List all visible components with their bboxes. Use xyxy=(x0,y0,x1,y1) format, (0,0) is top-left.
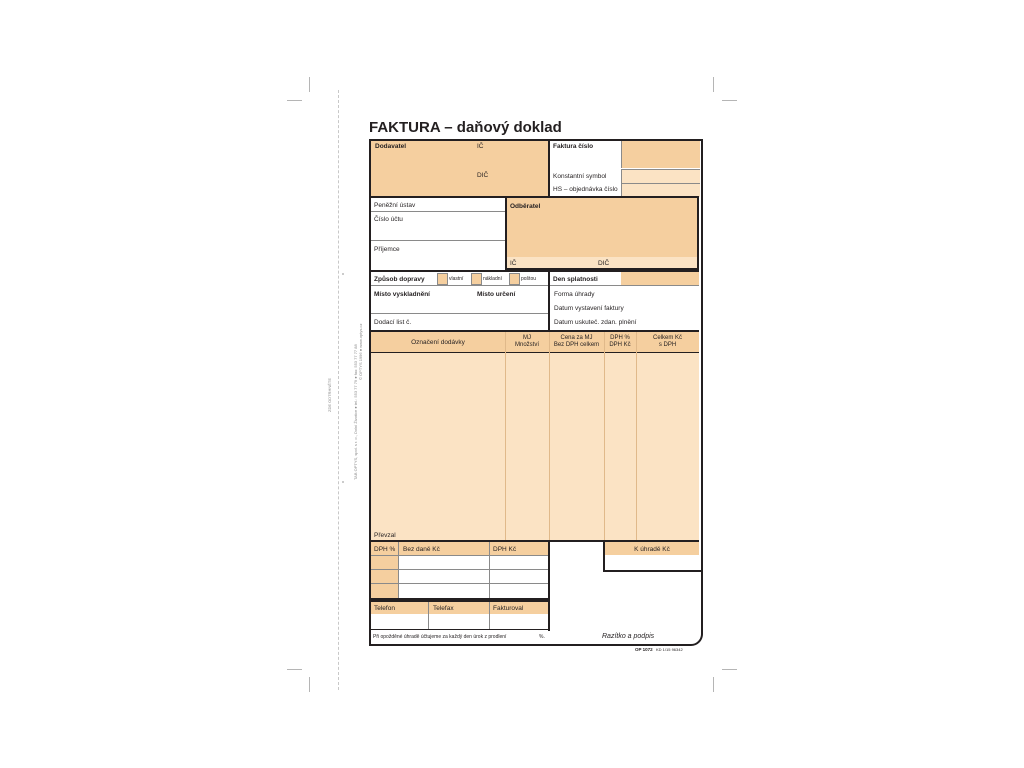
crop-mark xyxy=(722,669,737,670)
row-divider xyxy=(371,569,548,570)
loading-place-label: Místo vyskladnění xyxy=(374,291,430,298)
divider xyxy=(548,141,550,196)
vat-rate-column[interactable] xyxy=(371,555,398,598)
divider xyxy=(371,240,505,241)
col-header-item: Označení dodávky xyxy=(411,339,465,346)
divider xyxy=(371,285,548,286)
transport-own-checkbox[interactable] xyxy=(437,273,448,285)
fax-label: Telefax xyxy=(433,605,454,612)
perforation-dot xyxy=(342,481,344,483)
column-divider xyxy=(636,332,637,540)
to-pay-label: K úhradě Kč xyxy=(634,546,670,553)
account-label: Číslo účtu xyxy=(374,216,403,223)
transport-post-checkbox[interactable] xyxy=(509,273,520,285)
divider xyxy=(550,285,699,286)
form-code-small: KD 1/15 96342 xyxy=(656,647,683,652)
crop-mark xyxy=(309,677,310,692)
crop-mark xyxy=(713,77,714,92)
taxable-date-label: Datum uskuteč. zdan. plnění xyxy=(554,319,637,326)
column-divider xyxy=(489,542,490,598)
col-header-vat: DPH % DPH Kč xyxy=(609,335,631,348)
customer-dic-label: DIČ xyxy=(598,260,610,267)
crop-mark xyxy=(287,669,302,670)
constant-symbol-field[interactable] xyxy=(621,169,700,183)
supplier-label: Dodavatel xyxy=(375,143,407,150)
delivery-note-label: Dodací list č. xyxy=(374,319,412,326)
divider xyxy=(371,629,550,630)
crop-mark xyxy=(309,77,310,92)
column-divider xyxy=(428,602,429,629)
invoice-number-field[interactable] xyxy=(621,141,700,168)
divider xyxy=(548,272,550,330)
stamp-label: Razítko a podpis xyxy=(602,633,655,640)
col-header-price: Cena za MJ Bez DPH celkem xyxy=(553,335,600,348)
late-payment-note: Při opožděné úhradě účtujeme za každý den úrok z prodlení xyxy=(373,634,507,640)
form-code: OP 1072 xyxy=(635,647,653,652)
column-divider xyxy=(604,332,605,540)
received-label: Převzal xyxy=(374,532,396,539)
perforation-dot xyxy=(342,273,344,275)
transport-freight-label: nákladní xyxy=(483,276,502,282)
invoiced-by-label: Fakturoval xyxy=(493,605,524,612)
col-header-total: Celkem Kč s DPH xyxy=(652,335,682,348)
customer-label: Odběratel xyxy=(510,203,541,210)
order-number-label: HS – objednávka číslo xyxy=(553,186,618,193)
tear-off-text: ZDE ODTRHNĚTE xyxy=(327,378,332,412)
vat-summary-header-rate: DPH % xyxy=(374,546,396,553)
col-header-unit-qty: MJ Množství xyxy=(514,335,539,348)
transport-own-label: vlastní xyxy=(449,276,464,282)
due-date-field[interactable] xyxy=(621,272,699,285)
order-number-field[interactable] xyxy=(621,183,700,197)
column-divider xyxy=(505,332,506,540)
due-date-label: Den splatnosti xyxy=(553,276,598,283)
divider xyxy=(371,211,505,212)
constant-symbol-label: Konstantní symbol xyxy=(553,173,607,180)
destination-label: Místo určení xyxy=(477,291,516,298)
copyright-text: © OPTYS 1996 ● www.optys.cz xyxy=(358,323,363,380)
crop-mark xyxy=(287,100,302,101)
items-table-body[interactable] xyxy=(371,352,699,540)
divider xyxy=(371,313,548,314)
column-divider xyxy=(489,602,490,629)
transport-label: Způsob dopravy xyxy=(374,276,425,283)
supplier-ic-label: IČ xyxy=(477,143,484,150)
vat-summary-header-base: Bez daně Kč xyxy=(403,546,440,553)
row-divider xyxy=(371,555,548,556)
bank-label: Peněžní ústav xyxy=(374,202,416,209)
divider xyxy=(371,352,699,353)
document-title: FAKTURA – daňový doklad xyxy=(369,119,562,136)
payment-form-label: Forma úhrady xyxy=(554,291,595,298)
perforation-line xyxy=(338,90,339,690)
transport-post-label: poštou xyxy=(521,276,537,282)
supplier-dic-label: DIČ xyxy=(477,172,489,179)
column-divider xyxy=(398,542,399,598)
publisher-text: TAB OPTYS, spol. s r. o., Dolní Životice ● tel.: 553 77 79 ● fax: 553 77 77 88 xyxy=(353,344,358,480)
crop-mark xyxy=(722,100,737,101)
issue-date-label: Datum vystavení faktury xyxy=(554,305,624,312)
column-divider xyxy=(549,332,550,540)
late-payment-percent: %. xyxy=(539,634,545,640)
crop-mark xyxy=(713,677,714,692)
row-divider xyxy=(371,583,548,584)
customer-ic-label: IČ xyxy=(510,260,517,267)
recipient-label: Příjemce xyxy=(374,246,400,253)
vat-summary-header-vat: DPH Kč xyxy=(493,546,517,553)
invoice-number-label: Faktura číslo xyxy=(553,143,594,150)
phone-label: Telefon xyxy=(374,605,395,612)
transport-freight-checkbox[interactable] xyxy=(471,273,482,285)
